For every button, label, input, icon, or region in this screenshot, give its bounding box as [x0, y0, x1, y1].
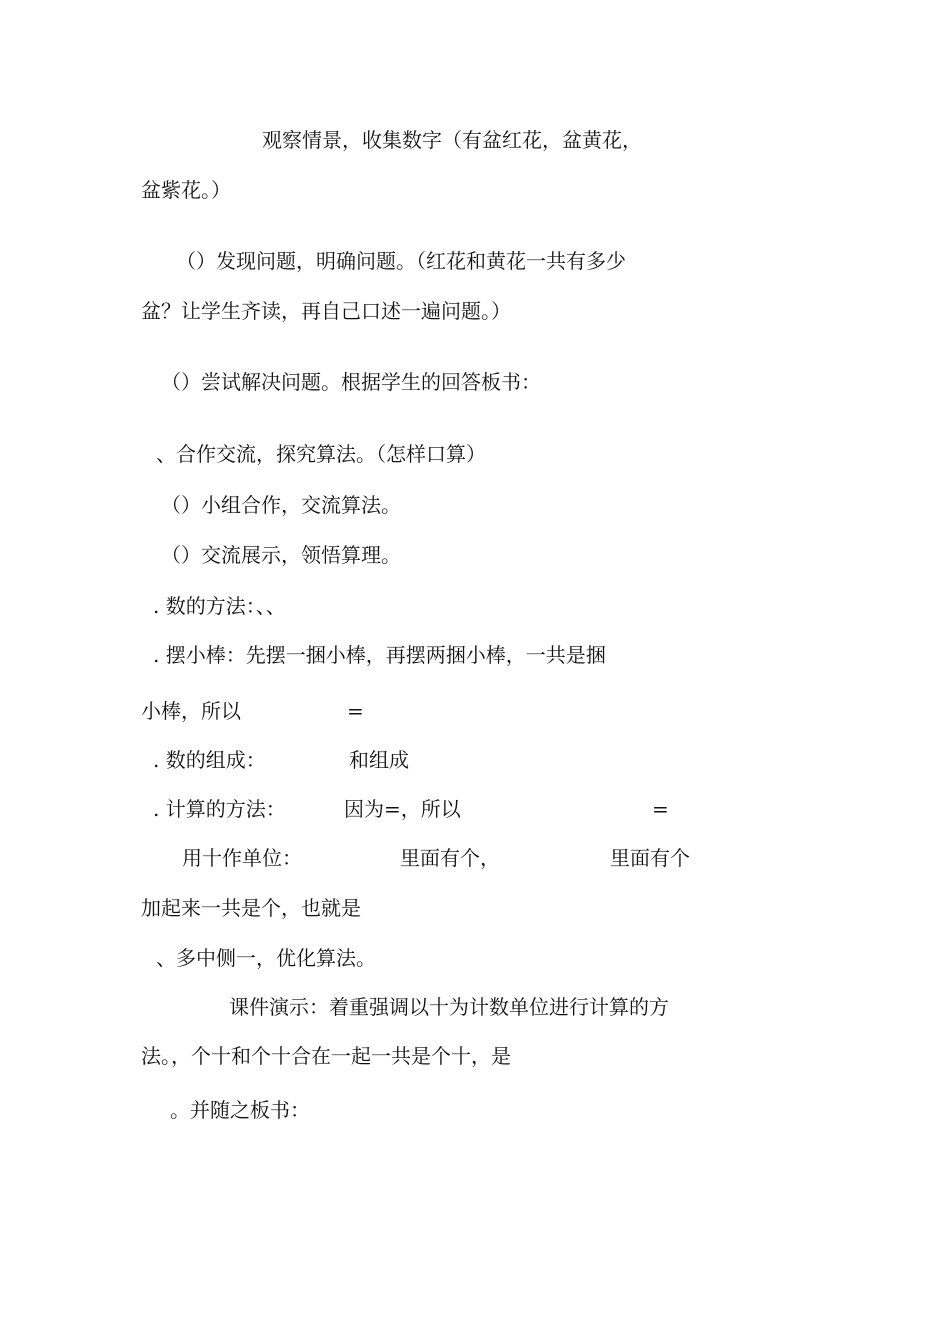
- text-line-10: . 摆小棒：先摆一捆小棒，再摆两捆小棒，一共是捆: [153, 643, 606, 667]
- text-line-14-middle: 里面有个，: [400, 846, 500, 870]
- text-line-1: 观察情景，收集数字（有盆红花，盆黄花，: [262, 128, 642, 152]
- text-line-13: . 计算的方法：: [153, 797, 286, 821]
- text-line-4: 盆？让学生齐读，再自己口述一遍问题。）: [141, 299, 511, 323]
- text-line-19: 。并随之板书：: [170, 1098, 310, 1122]
- text-line-11-equals: =: [347, 699, 364, 723]
- text-line-11: 小棒，所以: [141, 699, 241, 723]
- text-line-18: 法。，个十和个十合在一起一共是个十，是: [141, 1044, 511, 1068]
- text-line-8: （）交流展示，领悟算理。: [161, 543, 401, 567]
- text-line-17: 课件演示：着重强调以十为计数单位进行计算的方: [229, 995, 669, 1019]
- text-line-14: 用十作单位：: [182, 846, 302, 870]
- text-line-6: 、合作交流，探究算法。（怎样口算）: [156, 442, 486, 466]
- text-line-2: 盆紫花。）: [141, 178, 231, 202]
- text-line-14-tail: 里面有个: [610, 846, 690, 870]
- text-line-9: . 数的方法：、、: [153, 594, 286, 618]
- text-line-13-middle: 因为=，所以: [344, 797, 461, 821]
- text-line-3: （）发现问题，明确问题。（红花和黄花一共有多少: [176, 249, 626, 273]
- text-line-5: （）尝试解决问题。根据学生的回答板书：: [161, 370, 541, 394]
- text-line-12-tail: 和组成: [349, 748, 409, 772]
- text-line-12: . 数的组成：: [153, 748, 266, 772]
- text-line-15: 加起来一共是个，也就是: [141, 896, 361, 920]
- text-line-7: （）小组合作，交流算法。: [161, 493, 401, 517]
- text-line-13-equals: =: [652, 797, 669, 821]
- text-line-16: 、多中侧一，优化算法。: [156, 946, 376, 970]
